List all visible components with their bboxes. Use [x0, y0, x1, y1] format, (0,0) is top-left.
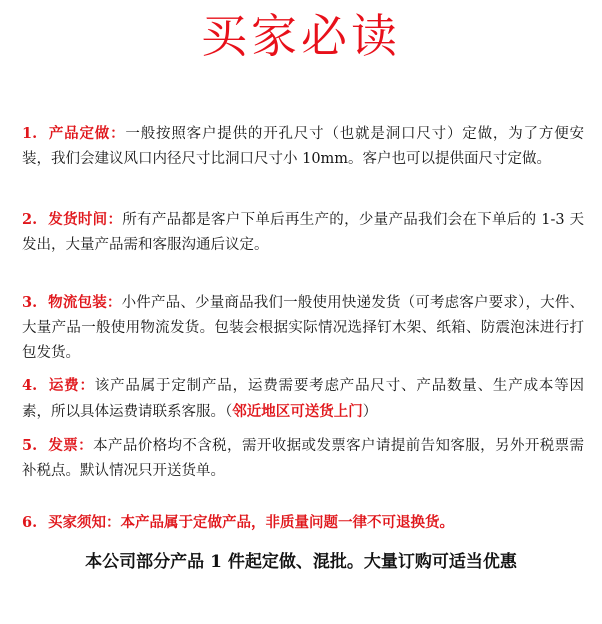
notice-item-no-returns: [22, 510, 592, 535]
notice-item-custom-order: [22, 121, 584, 172]
item-number: 6.: [22, 514, 38, 531]
item-number: 3.: [22, 294, 38, 311]
notice-item-invoice: [22, 433, 584, 484]
item-heading: 产品定做：: [48, 125, 126, 142]
highlight-open: （: [225, 404, 233, 420]
local-delivery-highlight: 邻近地区可送货上门: [232, 403, 363, 420]
item-body: 本产品价格均不含税，需开收据或发票客户请提前告知客服，另外开税票需补税点。默认情况只开送货单。: [22, 438, 585, 479]
bottom-promo-note: 本公司部分产品 1 件起定做、混批。大量订购可适当优惠: [85, 552, 517, 572]
item-body: 所有产品都是客户下单后再生产的，少量产品我们会在下单后的 1-3 天发出，大量产品需和客服沟通后议定。: [22, 212, 585, 253]
item-number: 4.: [22, 377, 38, 394]
item-heading: 运费：: [48, 377, 95, 394]
item-number: 1.: [22, 125, 38, 142]
item-body: 小件产品、少量商品我们一般使用快递发货（可考虑客户要求），大件、大量产品一般使用物流发货。包装会根据实际情况选择钉木架、纸箱、防震泡沫进行打包发货。: [22, 295, 585, 361]
item-heading: 物流包装：: [48, 294, 122, 311]
item-heading: 发货时间：: [48, 211, 123, 228]
item-heading: 发票：: [48, 437, 94, 454]
item-number: 2.: [22, 211, 38, 228]
item-body: 该产品属于定制产品，运费需要考虑产品尺寸、产品数量、生产成本等因素，所以具体运费请联系客服。: [22, 378, 585, 420]
notice-item-packaging: [22, 290, 584, 366]
notice-item-shipping-time: [22, 207, 584, 258]
page-title: 买家必读: [201, 9, 401, 63]
notice-item-shipping-fee: [22, 373, 584, 425]
no-returns-text: 买家须知：本产品属于定做产品，非质量问题一律不可退换货。: [48, 514, 454, 531]
item-body: 一般按照客户提供的开孔尺寸（也就是洞口尺寸）定做，为了方便安装，我们会建议风口内径尺寸比洞口尺寸小 10mm。客户也可以提供面尺寸定做。: [22, 126, 585, 167]
highlight-close: ）: [362, 404, 378, 420]
item-number: 5.: [22, 437, 38, 454]
